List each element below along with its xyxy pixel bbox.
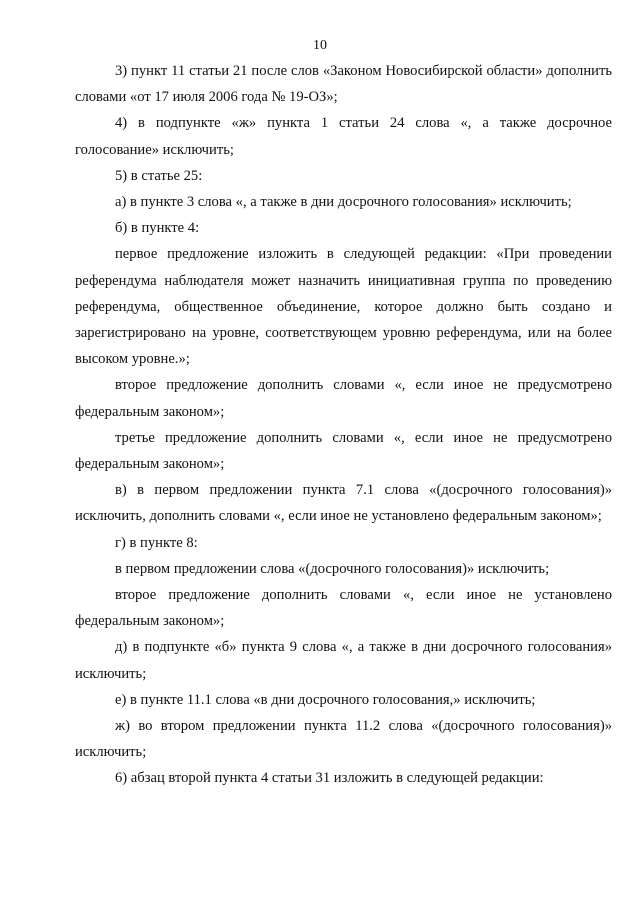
- paragraph-subitem-d: д) в подпункте «б» пункта 9 слова «, а также в дни досрочного голосования» исключить;: [75, 639, 612, 682]
- paragraph-second-sentence: второе предложение дополнить словами «, если иное не предусмотрено федеральным законом»;: [75, 377, 612, 420]
- paragraph-item-6: 6) абзац второй пункта 4 статьи 31 изложить в следующей редакции:: [115, 770, 544, 787]
- page-number: 10: [313, 38, 327, 53]
- paragraph-subitem-v: в) в первом предложении пункта 7.1 слова «(досрочного голосования)» исключить, дополнить словами «, если иное не установлено федеральным законом»;: [75, 482, 612, 525]
- document-body: [75, 58, 612, 792]
- paragraph-subitem-zh: ж) во втором предложении пункта 11.2 слова «(досрочного голосования)» исключить;: [75, 718, 612, 761]
- paragraph-subitem-e: е) в пункте 11.1 слова «в дни досрочного голосования,» исключить;: [115, 691, 536, 708]
- paragraph-third-sentence: третье предложение дополнить словами «, если иное не предусмотрено федеральным законом»;: [75, 429, 612, 473]
- paragraph-item-3: 3) пункт 11 статьи 21 после слов «Законом Новосибирской области» дополнить словами «от 17 июля 2006 года № 19-ОЗ»;: [75, 63, 612, 106]
- paragraph-first-sentence-8: в первом предложении слова «(досрочного голосования)» исключить;: [115, 560, 550, 577]
- paragraph-item-5: 5) в статье 25:: [115, 167, 203, 184]
- paragraph-subitem-g: г) в пункте 8:: [115, 534, 198, 551]
- paragraph-subitem-b: б) в пункте 4:: [115, 220, 200, 237]
- paragraph-second-sentence-8: второе предложение дополнить словами «, если иное не установлено федеральным законом»;: [75, 587, 612, 630]
- paragraph-subitem-a: а) в пункте 3 слова «, а также в дни досрочного голосования» исключить;: [115, 194, 572, 211]
- paragraph-first-sentence: первое предложение изложить в следующей редакции: «При проведении референдума наблюдателя может назначить инициативная группа по проведению референдума, общественное объединение, которое должно быть создано и зарегистрировано на уровне, соответствующем уровню референдума, или на более высоком уровне.»;: [75, 246, 612, 368]
- paragraph-item-4: 4) в подпункте «ж» пункта 1 статьи 24 слова «, а также досрочное голосование» исключить;: [75, 115, 612, 158]
